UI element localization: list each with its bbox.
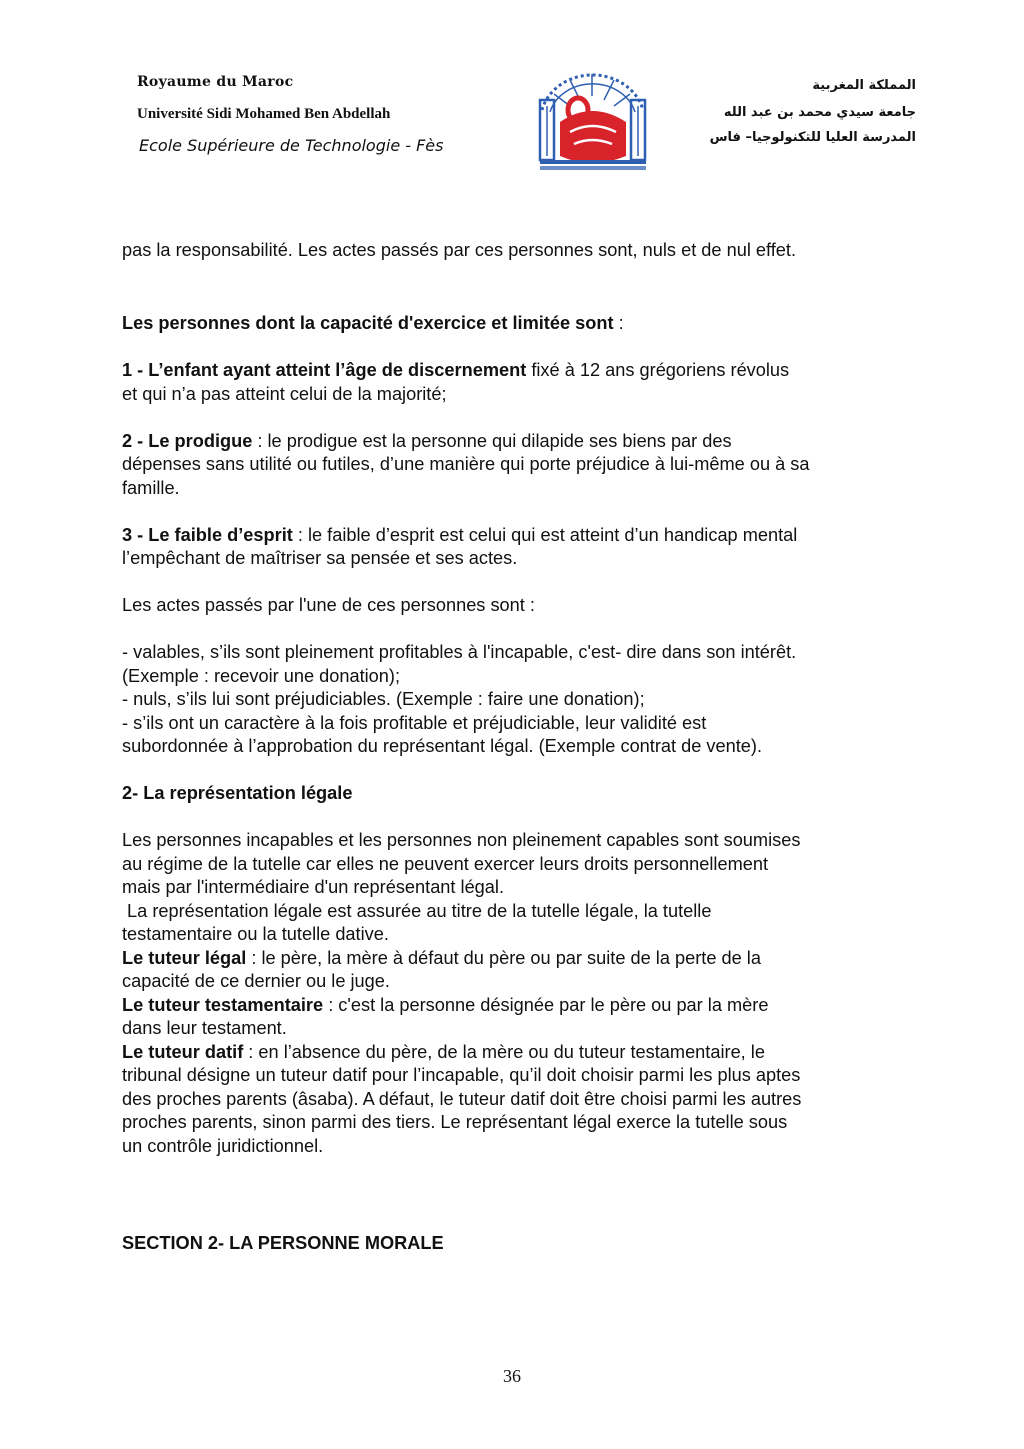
paragraph: Les actes passés par l'une de ces personnes sont : [122,595,535,615]
text-line: (Exemple : recevoir une donation); [122,665,401,686]
section-title: SECTION 2- LA PERSONNE MORALE [122,1233,444,1253]
text-line: subordonnée à l’approbation du représentant légal. (Exemple contrat de vente). [122,736,763,756]
header-university: Université Sidi Mohamed Ben Abdellah [137,106,391,122]
text-line: dépenses sans utilité ou futiles, d’une manière qui porte préjudice à lui-même ou à sa [122,454,810,474]
section-heading: Les personnes dont la capacité d'exercice et limitée sont : [122,313,624,333]
list-item: 3 - Le faible d’esprit : le faible d’esprit est celui qui est atteint d’un handicap mental [122,524,798,545]
page-number: 36 [503,1366,521,1386]
header-country: Royaume du Maroc [137,74,294,90]
text-line: - valables, s’ils sont pleinement profitables à l'incapable, c'est- dire dans son intérêt. [122,642,797,662]
text-line: au régime de la tutelle car elles ne peuvent exercer leurs droits personnellement [122,853,769,874]
list-item: 2 - Le prodigue : le prodigue est la personne qui dilapide ses biens par des [122,430,732,451]
header-country-ar: المملكة المغربية [812,78,916,93]
text-line: un contrôle juridictionnel. [122,1135,324,1156]
text-line: testamentaire ou la tutelle dative. [122,924,389,944]
header-school: Ecole Supérieure de Technologie - Fès [139,136,444,155]
text-line: proches parents, sinon parmi des tiers. Le représentant légal exerce la tutelle sous [122,1112,788,1132]
text-line: famille. [122,477,180,498]
list-item: 1 - L’enfant ayant atteint l’âge de discernement fixé à 12 ans grégoriens révolus [122,360,790,380]
university-emblem-icon [530,60,655,178]
definition-tuteur-legal: Le tuteur légal : le père, la mère à défaut du père ou par suite de la perte de la [122,947,761,968]
text-line: - s’ils ont un caractère à la fois profitable et préjudiciable, leur validité est [122,712,707,733]
definition-tuteur-testamentaire: Le tuteur testamentaire : c'est la personne désignée par le père ou par la mère [122,994,769,1015]
text-line: dans leur testament. [122,1018,287,1038]
text-line: capacité de ce dernier ou le juge. [122,971,390,991]
text-line: tribunal désigne un tuteur datif pour l’incapable, qu’il doit choisir parmi les plus aptes [122,1065,801,1085]
text-line: Les personnes incapables et les personnes non pleinement capables sont soumises [122,830,801,850]
document-body [122,239,912,1256]
definition-tuteur-datif: Le tuteur datif : en l’absence du père, de la mère ou du tuteur testamentaire, le [122,1041,765,1062]
text-line: et qui n’a pas atteint celui de la majorité; [122,383,447,404]
paragraph: pas la responsabilité. Les actes passés par ces personnes sont, nuls et de nul effet. [122,240,797,260]
text-line: l’empêchant de maîtriser sa pensée et ses actes. [122,548,518,568]
header-university-ar: جامعة سيدي محمد بن عبد الله [723,105,916,120]
text-line: mais par l'intermédiaire d'un représentant légal. [122,877,505,897]
text-line: - nuls, s’ils lui sont préjudiciables. (Exemple : faire une donation); [122,689,645,709]
text-line: La représentation légale est assurée au titre de la tutelle légale, la tutelle [122,900,712,921]
section-heading: 2- La représentation légale [122,783,353,803]
header-school-ar: المدرسة العليا للتكنولوجيا– فاس [709,130,916,145]
text-line: des proches parents (âsaba). A défaut, le tuteur datif doit être choisi parmi les autres [122,1088,802,1109]
